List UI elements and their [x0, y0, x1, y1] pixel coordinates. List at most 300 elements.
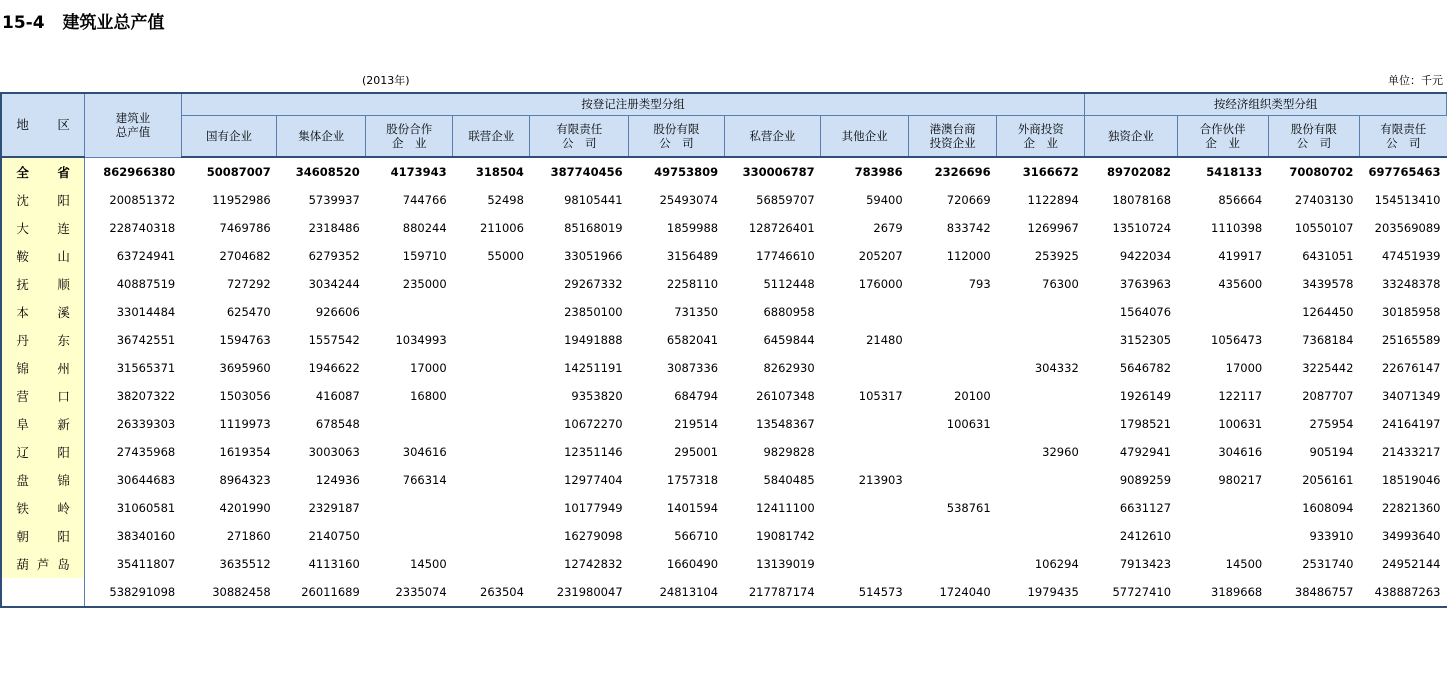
- cell-value: 13548367: [756, 417, 815, 431]
- cell-value: 38486757: [1268, 578, 1359, 607]
- cell-value: 2318486: [308, 221, 360, 235]
- header-foreign-investment-line1: 外商投资: [1017, 121, 1064, 136]
- cell-value: 1660490: [666, 557, 719, 571]
- cell-value: [821, 494, 909, 522]
- cell-value: [453, 438, 530, 466]
- header-hmt-investment: [909, 116, 997, 158]
- cell-value: 905194: [1309, 445, 1354, 459]
- row-region-label: 全 省: [1, 157, 85, 186]
- cell-value: 538761: [946, 501, 991, 515]
- cell-value: [366, 410, 453, 438]
- cell-value: 203569089: [1374, 221, 1441, 235]
- cell-value: 59400: [866, 193, 903, 207]
- cell-value: 933910: [1309, 529, 1354, 543]
- cell-value: 122117: [1218, 389, 1263, 403]
- cell-value: 4792941: [1119, 445, 1172, 459]
- cell-value: 538291098: [85, 578, 182, 607]
- cell-value: 880244: [402, 221, 447, 235]
- cell-value: 295001: [674, 445, 719, 459]
- cell-value: 31060581: [116, 501, 176, 515]
- year-label: (2013年): [362, 74, 410, 87]
- header-stock-company-line2: 公 司: [659, 136, 694, 150]
- cell-value: 33051966: [564, 249, 623, 263]
- cell-value: [909, 550, 997, 578]
- cell-value: [909, 466, 997, 494]
- cell-value: 10550107: [1294, 221, 1354, 235]
- header-collective-enterprise: 集体企业: [277, 116, 366, 158]
- cell-value: 14500: [410, 557, 447, 571]
- header-joint-cooperative-line1: 股份合作: [386, 121, 433, 136]
- table-number: 15-4: [2, 13, 45, 33]
- cell-value: 862966380: [103, 164, 176, 179]
- table-row: [1, 550, 1447, 578]
- cell-value: [453, 410, 530, 438]
- header-group-economy: 按经济组织类型分组: [1085, 93, 1447, 116]
- row-region-label: 抚 顺: [1, 270, 85, 298]
- header-private-enterprise: 私营企业: [724, 116, 821, 158]
- header-stock-company-2: [1268, 116, 1359, 158]
- cell-value: 744766: [402, 193, 447, 207]
- cell-value: 833742: [946, 221, 991, 235]
- header-other-enterprise: 其他企业: [821, 116, 909, 158]
- cell-value: [366, 522, 453, 550]
- cell-value: 205207: [858, 249, 903, 263]
- row-region-label: 锦 州: [1, 354, 85, 382]
- cell-value: 3087336: [666, 361, 719, 375]
- cell-value: 49753809: [654, 165, 719, 179]
- header-joint-cooperative-line2: 企 业: [391, 136, 427, 150]
- table-row: [1, 214, 1447, 242]
- row-region-label: 营 口: [1, 382, 85, 410]
- cell-value: 304616: [402, 445, 447, 459]
- cell-value: 435600: [1218, 277, 1263, 291]
- table-row: [1, 298, 1447, 326]
- cell-value: 6631127: [1119, 501, 1172, 515]
- cell-value: 6582041: [666, 333, 719, 347]
- cell-value: [453, 494, 530, 522]
- header-limited-liability: [530, 116, 629, 158]
- cell-value: 30882458: [181, 578, 276, 607]
- cell-value: 9422034: [1119, 249, 1172, 263]
- cell-value: 38340160: [116, 529, 176, 543]
- cell-value: 27435968: [116, 445, 176, 459]
- cell-value: [453, 354, 530, 382]
- cell-value: 25493074: [659, 193, 719, 207]
- cell-value: 731350: [674, 305, 719, 319]
- table-row: [1, 242, 1447, 270]
- cell-value: 1264450: [1302, 305, 1354, 319]
- cell-value: [453, 298, 530, 326]
- header-region: 地 区: [1, 93, 85, 157]
- cell-value: 31565371: [116, 361, 176, 375]
- row-region-label: [1, 578, 85, 607]
- header-partnership: [1177, 116, 1268, 158]
- cell-value: 70080702: [1289, 165, 1354, 179]
- cell-value: 3166672: [1022, 165, 1079, 179]
- cell-value: 980217: [1218, 473, 1263, 487]
- cell-value: 200851372: [109, 193, 176, 207]
- unit-label: 单位：千元: [1388, 74, 1443, 87]
- cell-value: 112000: [946, 249, 991, 263]
- cell-value: 2335074: [366, 578, 453, 607]
- cell-value: 34608520: [295, 165, 360, 179]
- cell-value: 3695960: [219, 361, 271, 375]
- cell-value: 438887263: [1359, 578, 1446, 607]
- header-stock-company-2-line1: 股份有限: [1290, 121, 1337, 136]
- cell-value: [1177, 522, 1268, 550]
- cell-value: 22821360: [1381, 501, 1441, 515]
- cell-value: 34993640: [1381, 529, 1441, 543]
- cell-value: 105317: [858, 389, 903, 403]
- cell-value: 10672270: [564, 417, 623, 431]
- row-region-label: 铁 岭: [1, 494, 85, 522]
- cell-value: 2056161: [1302, 473, 1354, 487]
- header-hmt-investment-line1: 港澳台商: [929, 121, 976, 136]
- header-row-top: [1, 93, 1447, 116]
- cell-value: 33014484: [116, 305, 176, 319]
- cell-value: 1946622: [308, 361, 360, 375]
- cell-value: 4113160: [308, 557, 360, 571]
- row-region-label: 阜 新: [1, 410, 85, 438]
- header-total: [85, 93, 182, 157]
- cell-value: 2140750: [308, 529, 360, 543]
- row-region-label: 盘 锦: [1, 466, 85, 494]
- cell-value: 387740456: [550, 165, 623, 179]
- cell-value: 17000: [1225, 361, 1263, 375]
- cell-value: 47451939: [1381, 249, 1441, 263]
- cell-value: [997, 494, 1085, 522]
- cell-value: 9829828: [763, 445, 815, 459]
- cell-value: 154513410: [1374, 193, 1441, 207]
- cell-value: [1177, 494, 1268, 522]
- cell-value: 12411100: [756, 501, 815, 515]
- cell-value: 211006: [480, 221, 524, 235]
- table-row: [1, 522, 1447, 550]
- cell-value: [909, 522, 997, 550]
- table-row: [1, 157, 1447, 186]
- cell-value: 275954: [1309, 417, 1354, 431]
- cell-value: 2258110: [666, 277, 719, 291]
- cell-value: [821, 438, 909, 466]
- cell-value: [1177, 298, 1268, 326]
- cell-value: 7469786: [219, 221, 271, 235]
- cell-value: 1979435: [997, 578, 1085, 607]
- cell-value: 76300: [1042, 277, 1079, 291]
- cell-value: 23850100: [564, 305, 623, 319]
- cell-value: 13510724: [1112, 221, 1172, 235]
- cell-value: 231980047: [530, 578, 629, 607]
- cell-value: 6459844: [763, 333, 815, 347]
- header-stock-company: [629, 116, 724, 158]
- cell-value: 3152305: [1119, 333, 1172, 347]
- row-region-label: 大 连: [1, 214, 85, 242]
- cell-value: 55000: [487, 249, 524, 263]
- cell-value: 18519046: [1381, 473, 1441, 487]
- header-state-enterprise: 国有企业: [181, 116, 276, 158]
- header-stock-company-line1: 股份有限: [653, 121, 700, 136]
- cell-value: 17000: [410, 361, 447, 375]
- cell-value: 106294: [1034, 557, 1079, 571]
- cell-value: [997, 410, 1085, 438]
- cell-value: 1859988: [666, 221, 719, 235]
- cell-value: 8262930: [763, 361, 815, 375]
- cell-value: 2704682: [219, 249, 271, 263]
- row-region-label: 朝 阳: [1, 522, 85, 550]
- cell-value: 678548: [315, 417, 360, 431]
- cell-value: 727292: [226, 277, 271, 291]
- cell-value: 2326696: [934, 165, 991, 179]
- cell-value: [453, 270, 530, 298]
- cell-value: 56859707: [756, 193, 815, 207]
- table-row: [1, 354, 1447, 382]
- cell-value: [821, 298, 909, 326]
- cell-value: 416087: [315, 389, 360, 403]
- cell-value: 19081742: [756, 529, 815, 543]
- cell-value: [453, 550, 530, 578]
- cell-value: [453, 382, 530, 410]
- cell-value: 57727410: [1085, 578, 1177, 607]
- cell-value: 32960: [1042, 445, 1079, 459]
- cell-value: 217787174: [724, 578, 821, 607]
- cell-value: 63724941: [116, 249, 176, 263]
- header-partnership-line1: 合作伙伴: [1199, 121, 1246, 136]
- row-region-label: 沈 阳: [1, 186, 85, 214]
- cell-value: 1034993: [395, 333, 447, 347]
- cell-value: 30185958: [1381, 305, 1441, 319]
- cell-value: 856664: [1218, 193, 1263, 207]
- cell-value: 7913423: [1119, 557, 1172, 571]
- row-region-label: 辽 阳: [1, 438, 85, 466]
- cell-value: 3439578: [1302, 277, 1354, 291]
- row-region-label: 葫芦岛: [1, 550, 85, 578]
- cell-value: 783986: [854, 165, 903, 179]
- cell-value: 318504: [475, 165, 524, 179]
- cell-value: 1564076: [1119, 305, 1172, 319]
- page-title: [2, 8, 165, 33]
- table-row: [1, 382, 1447, 410]
- cell-value: 13139019: [756, 557, 815, 571]
- cell-value: 1557542: [308, 333, 360, 347]
- cell-value: 26339303: [116, 417, 176, 431]
- cell-value: 2087707: [1302, 389, 1354, 403]
- cell-value: 8964323: [219, 473, 271, 487]
- cell-value: [821, 522, 909, 550]
- table-head: [1, 93, 1447, 157]
- cell-value: 52498: [487, 193, 524, 207]
- cell-value: 3034244: [308, 277, 360, 291]
- cell-value: 40887519: [116, 277, 176, 291]
- cell-value: 3189668: [1177, 578, 1268, 607]
- cell-value: 1401594: [666, 501, 719, 515]
- cell-value: 3635512: [219, 557, 271, 571]
- cell-value: 304332: [1034, 361, 1079, 375]
- header-foreign-investment: [997, 116, 1085, 158]
- cell-value: 3225442: [1302, 361, 1354, 375]
- cell-value: 16800: [410, 389, 447, 403]
- cell-value: 330006787: [742, 165, 815, 179]
- cell-value: 38207322: [116, 389, 176, 403]
- cell-value: 16279098: [564, 529, 623, 543]
- cell-value: 253925: [1034, 249, 1079, 263]
- row-region-label: 鞍 山: [1, 242, 85, 270]
- cell-value: [909, 438, 997, 466]
- row-region-label: 本 溪: [1, 298, 85, 326]
- header-foreign-investment-line2: 企 业: [1023, 136, 1058, 150]
- cell-value: 98105441: [564, 193, 623, 207]
- cell-value: [909, 354, 997, 382]
- header-total-line1: 建筑业: [115, 110, 151, 125]
- cell-value: 11952986: [212, 193, 271, 207]
- cell-value: 24164197: [1381, 417, 1441, 431]
- cell-value: 6279352: [308, 249, 360, 263]
- cell-value: 33248378: [1381, 277, 1441, 291]
- cell-value: 27403130: [1294, 193, 1354, 207]
- cell-value: 3763963: [1119, 277, 1172, 291]
- cell-value: [997, 382, 1085, 410]
- cell-value: 1608094: [1302, 501, 1354, 515]
- cell-value: 5739937: [308, 193, 360, 207]
- cell-value: 720669: [946, 193, 991, 207]
- header-limited-liability-2-line2: 公 司: [1385, 136, 1421, 150]
- cell-value: 34071349: [1381, 389, 1441, 403]
- cell-value: 4201990: [219, 501, 271, 515]
- cell-value: 128726401: [748, 221, 815, 235]
- cell-value: 85168019: [564, 221, 623, 235]
- header-limited-liability-2-line1: 有限责任: [1380, 121, 1427, 136]
- cell-value: [453, 326, 530, 354]
- cell-value: 1724040: [909, 578, 997, 607]
- cell-value: [366, 494, 453, 522]
- cell-value: [997, 298, 1085, 326]
- cell-value: 100631: [946, 417, 991, 431]
- header-total-line2: 总产值: [115, 125, 151, 140]
- table-row: [1, 410, 1447, 438]
- cell-value: 766314: [402, 473, 447, 487]
- cell-value: 24813104: [629, 578, 724, 607]
- cell-value: 21433217: [1381, 445, 1441, 459]
- cell-value: 1757318: [666, 473, 719, 487]
- cell-value: [909, 326, 997, 354]
- cell-value: 50087007: [206, 165, 271, 179]
- cell-value: 30644683: [116, 473, 176, 487]
- header-partnership-line2: 企 业: [1205, 136, 1240, 150]
- table-row: [1, 466, 1447, 494]
- cell-value: 20100: [954, 389, 991, 403]
- cell-value: 5112448: [763, 277, 815, 291]
- table-row: [1, 326, 1447, 354]
- cell-value: 12742832: [564, 557, 623, 571]
- header-limited-liability-line1: 有限责任: [556, 121, 603, 136]
- table-body: [1, 157, 1447, 607]
- cell-value: 6880958: [763, 305, 815, 319]
- header-stock-company-2-line2: 公 司: [1296, 136, 1332, 150]
- cell-value: 2531740: [1302, 557, 1354, 571]
- cell-value: 22676147: [1381, 361, 1441, 375]
- cell-value: 10177949: [564, 501, 623, 515]
- table-row: [1, 186, 1447, 214]
- cell-value: 304616: [1218, 445, 1263, 459]
- header-limited-liability-line2: 公 司: [562, 136, 597, 150]
- cell-value: 793: [968, 277, 991, 291]
- header-joint-operating: 联营企业: [453, 116, 530, 158]
- cell-value: 566710: [674, 529, 719, 543]
- cell-value: 1926149: [1119, 389, 1172, 403]
- cell-value: [997, 466, 1085, 494]
- row-region-label: 丹 东: [1, 326, 85, 354]
- cell-value: 697765463: [1368, 165, 1441, 179]
- cell-value: 14251191: [564, 361, 623, 375]
- cell-value: 26107348: [756, 389, 815, 403]
- cell-value: [821, 410, 909, 438]
- cell-value: 17746610: [756, 249, 815, 263]
- cell-value: 159710: [402, 249, 447, 263]
- cell-value: 514573: [821, 578, 909, 607]
- cell-value: 419917: [1218, 249, 1263, 263]
- cell-value: 176000: [858, 277, 903, 291]
- cell-value: 4173943: [390, 165, 447, 179]
- cell-value: [997, 326, 1085, 354]
- cell-value: 14500: [1225, 557, 1263, 571]
- cell-value: 1594763: [219, 333, 271, 347]
- cell-value: 2412610: [1119, 529, 1172, 543]
- cell-value: 5840485: [763, 473, 815, 487]
- cell-value: 29267332: [564, 277, 623, 291]
- cell-value: 12351146: [564, 445, 623, 459]
- statistics-table: [0, 92, 1447, 608]
- cell-value: 35411807: [116, 557, 176, 571]
- cell-value: 213903: [858, 473, 903, 487]
- cell-value: 1798521: [1119, 417, 1172, 431]
- meta-row: [0, 72, 1447, 88]
- cell-value: 24952144: [1381, 557, 1441, 571]
- cell-value: 2329187: [308, 501, 360, 515]
- cell-value: 625470: [226, 305, 271, 319]
- table-row: [1, 438, 1447, 466]
- cell-value: 1056473: [1211, 333, 1263, 347]
- cell-value: 89702082: [1107, 165, 1172, 179]
- cell-value: [909, 298, 997, 326]
- cell-value: 9353820: [571, 389, 623, 403]
- cell-value: 1503056: [219, 389, 271, 403]
- cell-value: 6431051: [1302, 249, 1354, 263]
- cell-value: [453, 466, 530, 494]
- table-row: [1, 578, 1447, 607]
- cell-value: 7368184: [1302, 333, 1354, 347]
- cell-value: 12977404: [564, 473, 623, 487]
- cell-value: 1619354: [219, 445, 271, 459]
- cell-value: 124936: [315, 473, 360, 487]
- cell-value: 100631: [1218, 417, 1263, 431]
- cell-value: 1122894: [1027, 193, 1079, 207]
- cell-value: 235000: [402, 277, 447, 291]
- cell-value: 21480: [866, 333, 903, 347]
- cell-value: 926606: [315, 305, 360, 319]
- table-row: [1, 494, 1447, 522]
- cell-value: 2679: [873, 221, 903, 235]
- cell-value: 3003063: [308, 445, 360, 459]
- cell-value: 263504: [453, 578, 530, 607]
- cell-value: 5418133: [1206, 165, 1263, 179]
- cell-value: 5646782: [1119, 361, 1172, 375]
- table-title-text: 建筑业总产值: [62, 13, 165, 33]
- cell-value: 228740318: [109, 221, 176, 235]
- cell-value: [366, 298, 453, 326]
- cell-value: [821, 550, 909, 578]
- cell-value: 1119973: [219, 417, 271, 431]
- header-sole-proprietorship: 独资企业: [1085, 116, 1177, 158]
- cell-value: 271860: [226, 529, 271, 543]
- header-row-bottom: [1, 116, 1447, 158]
